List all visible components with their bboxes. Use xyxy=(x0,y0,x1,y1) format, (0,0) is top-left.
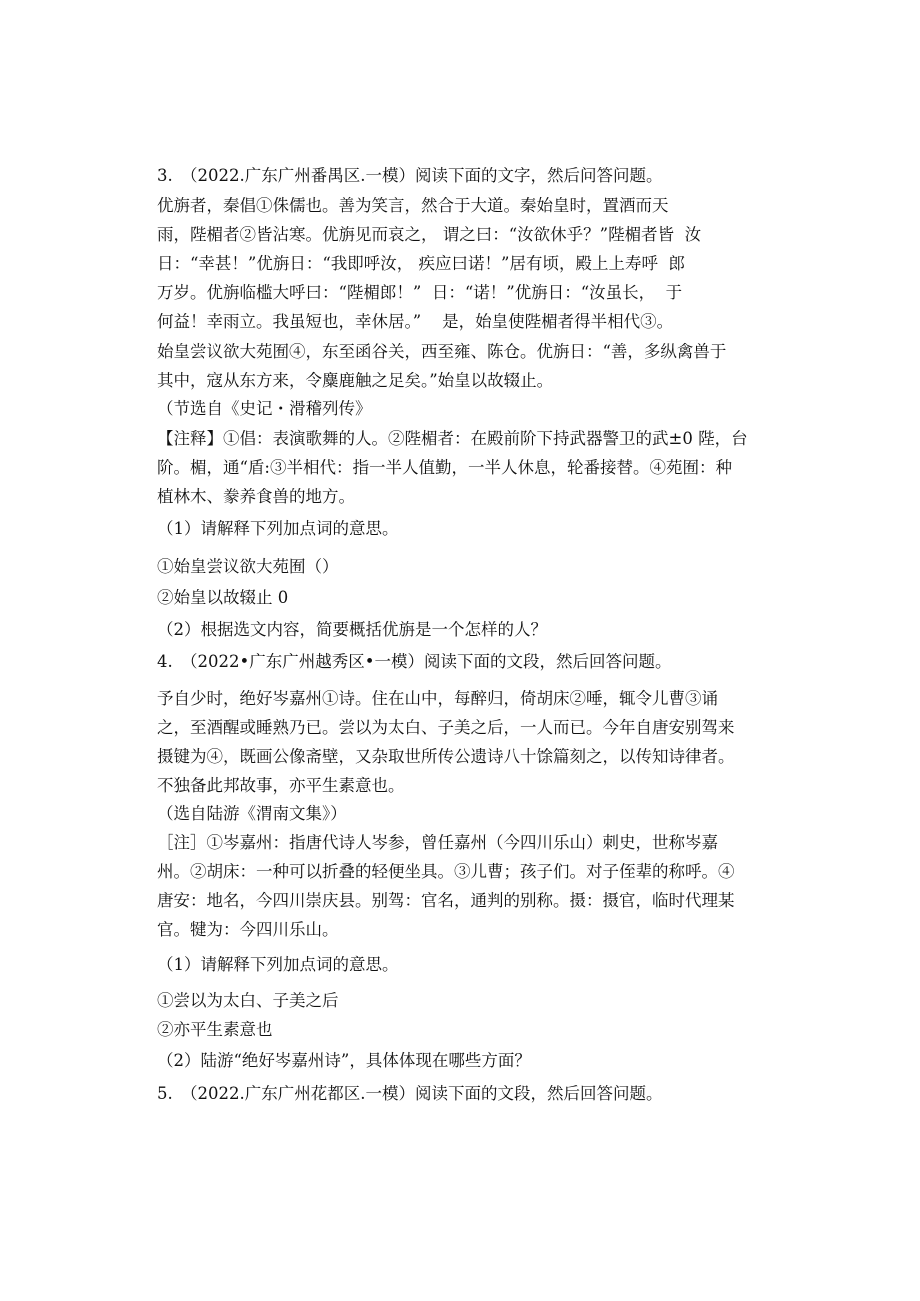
q4-passage-line: 摄键为④，既画公像斋壁，又杂取世所传公遗诗八十馀篇刻之，以传知诗律者。 xyxy=(157,747,735,766)
q4-heading: 4. （2022•广东广州越秀区•一模）阅读下面的文段，然后回答问题。 xyxy=(157,652,672,671)
q3-source: （节选自《史记・滑稽列传》 xyxy=(157,399,372,418)
q3-note-line: 阶。楣，通“盾:③半相代：指一半人值勤，一半人休息，轮番接替。④苑囿：种 xyxy=(157,458,732,477)
q3-passage-line: 始皇尝议欲大苑囿④，东至函谷关，西至雍、陈仓。优旃日：“善，多纵禽兽于 xyxy=(157,342,727,361)
q3-subquestion-1: （1）请解释下列加点词的意思。 xyxy=(157,519,399,538)
q3-passage-line: 何益！幸雨立。我虽短也，幸休居。” 是，始皇使陛楣者得半相代③。 xyxy=(157,312,674,331)
q4-note-line: 唐安：地名，今四川崇庆县。别驾：官名，通判的别称。摄：摄官，临时代理某 xyxy=(157,891,735,910)
q4-note-line: 州。②胡床：一种可以折叠的轻便坐具。③儿曹；孩子们。对子侄辈的称呼。④ xyxy=(157,862,735,881)
q4-note-line: 官。犍为：今四川乐山。 xyxy=(157,920,339,939)
q4-sub1-item: ②亦平生素意也 xyxy=(157,1020,273,1039)
q3-passage-line: 日：“幸甚！”优旃日：“我即呼汝， 疾应曰诺！”居有顷，殿上上寿呼 郎 xyxy=(157,254,685,273)
q3-passage-line: 其中，寇从东方来，令麋鹿触之足矣。”始皇以故辍止。 xyxy=(157,371,554,390)
q4-subquestion-1: （1）请解释下列加点词的意思。 xyxy=(157,955,399,974)
q4-passage-line: 予自少时，绝好岑嘉州①诗。住在山中，每醉归，倚胡床②唾，辄令儿曹③诵 xyxy=(157,689,718,708)
q3-sub1-item: ②始皇以故辍止 0 xyxy=(157,588,289,607)
q4-passage-line: 之，至酒醒或睡熟乃已。尝以为太白、子美之后，一人而已。今年自唐安别驾来 xyxy=(157,718,735,737)
q3-passage-line: 万岁。优旃临槛大呼曰：“陛楣郎！” 日：“诺！”优旃日：“汝虽长， 于 xyxy=(157,283,683,302)
q3-passage-line: 雨，陛楣者②皆沾寒。优旃见而哀之， 谓之曰：“汝欲休乎？”陛楣者皆 汝 xyxy=(157,225,702,244)
q3-subquestion-2: （2）根据选文内容，简要概括优旃是一个怎样的人？ xyxy=(157,620,547,639)
q4-passage-line: 不独备此邦故事，亦平生素意也。 xyxy=(157,776,405,795)
q4-note-line: ［注］①岑嘉州：指唐代诗人岑参，曾任嘉州（今四川乐山）刺史，世称岑嘉 xyxy=(157,833,718,852)
q5-heading: 5. （2022.广东广州花都区.一模）阅读下面的文段，然后回答问题。 xyxy=(157,1084,663,1103)
q3-note-line: 【注释】①倡：表演歌舞的人。②陛楣者：在殿前阶下持武器警卫的武±0 陛，台 xyxy=(157,429,748,448)
q4-subquestion-2: （2）陆游“绝好岑嘉州诗”，具体体现在哪些方面？ xyxy=(157,1051,531,1070)
q3-passage-line: 优旃者，秦倡①侏儒也。善为笑言，然合于大道。秦始皇时，置酒而天 xyxy=(157,196,669,215)
q3-heading: 3. （2022.广东广州番禺区.一模）阅读下面的文字，然后问答问题。 xyxy=(157,166,663,185)
q3-sub1-item: ①始皇尝议欲大苑囿（） xyxy=(157,557,339,576)
q4-source: （选自陆游《渭南文集》） xyxy=(157,804,347,823)
q3-note-line: 植林木、豢养食兽的地方。 xyxy=(157,487,355,506)
q4-sub1-item: ①尝以为太白、子美之后 xyxy=(157,991,339,1010)
